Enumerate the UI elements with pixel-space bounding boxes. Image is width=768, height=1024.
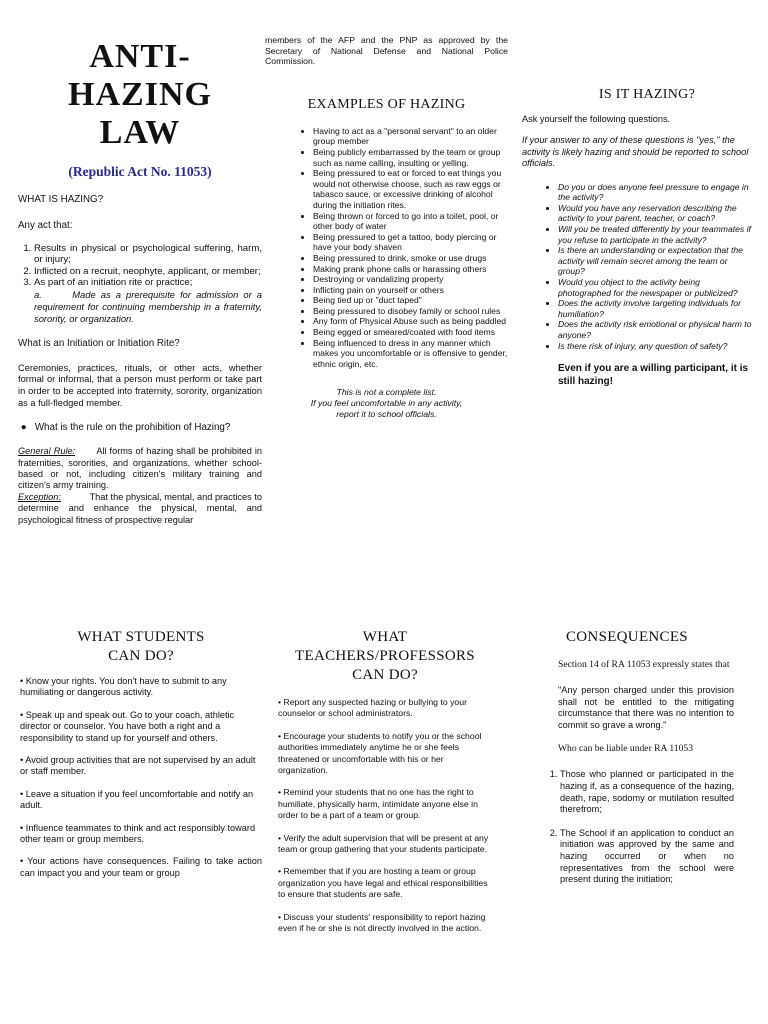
ask-yourself-text: Ask yourself the following questions.	[522, 114, 671, 124]
is-it-hazing-heading: IS IT HAZING?	[598, 87, 696, 102]
list-item: • Speak up and speak out. Go to your coach, athletic director or counselor. You have both a right and a responsibility to stand up for yourself and others.	[20, 709, 235, 743]
list-item: • Inflicting pain on yourself or others	[313, 285, 508, 296]
list-item: • Would you object to the activity being photographed for the newspaper or publicized?	[558, 277, 752, 298]
not-complete-note: This is not a complete list. If you feel uncomfortable in any activity, report it to school officials.	[310, 387, 463, 420]
exception-rule: Exception: That the physical, mental, and practices to determine and enhance the physical, mental, and psychological fitness of prospective regular	[18, 491, 262, 525]
list-item: • Will you be treated differently by your teammates if you refuse to participate in the activity?	[558, 224, 752, 245]
list-item: • Is there an understanding or expectation that the activity will remain secret among the team or group?	[558, 245, 752, 277]
examples-list	[265, 126, 508, 370]
list-item: • Being influenced to dress in any manner which makes you uncomfortable or is offensive to gender, ethnic origin, etc.	[313, 338, 508, 370]
list-item: • Making prank phone calls or harassing others	[313, 264, 508, 275]
students-heading: WHAT STUDENTS CAN DO?	[77, 629, 205, 664]
list-item: 1. Those who planned or participated in the hazing if, as a consequence of the hazing, death, rape, sodomy or mutilation resulted therefrom;	[560, 769, 734, 815]
column-what-is-hazing	[18, 38, 262, 526]
list-item: • Your actions have consequences. Failing to take action can impact you and your team or group	[20, 856, 262, 878]
section-14-quote: "Any person charged under this provision shall not be entitled to the mitigating circumstance that there was no intention to commit so grave a wrong."	[558, 685, 734, 730]
list-item: • Being thrown or forced to go into a toilet, pool, or other body of water	[313, 211, 508, 232]
general-rule: General Rule: All forms of hazing shall be prohibited in fraternities, sororities, and organizations, whether school-based or not, including citizen's military training and citizen's army training.	[18, 446, 262, 491]
hazing-definition-list	[18, 243, 262, 289]
list-item: • Being pressured to get a tattoo, body piercing or have your body shaven	[313, 232, 508, 253]
hazing-intro: If your answer to any of these questions is "yes," the activity is likely hazing and should be reported to school officials.	[522, 135, 749, 169]
list-item: 2. Inflicted on a recruit, neophyte, applicant, or member;	[34, 266, 262, 278]
who-can-be-liable: Who can be liable under RA 11053	[558, 743, 693, 755]
list-item: • Does the activity involve targeting individuals for humiliation?	[558, 298, 752, 319]
list-item: • Having to act as a "personal servant" to an older group member	[313, 126, 508, 147]
any-act-text: Any act that:	[18, 220, 73, 232]
teachers-heading: WHAT TEACHERS/PROFESSORS CAN DO?	[295, 629, 475, 683]
list-item: • Does the activity risk emotional or physical harm to anyone?	[558, 319, 752, 340]
list-item: • Influence teammates to think and act responsibly toward other team or group members.	[20, 822, 256, 845]
list-item: • Is there risk of injury, any question of safety?	[558, 341, 752, 352]
list-item: • Any form of Physical Abuse such as being paddled	[313, 316, 508, 327]
liable-list	[524, 769, 734, 885]
continuation-text: members of the AFP and the PNP as approved by the Secretary of National Defense and National Police Commission.	[265, 35, 508, 67]
list-item: • Know your rights. You don't have to submit to any humiliating or dangerous activity.	[20, 676, 227, 698]
list-item: • Being publicly embarrassed by the team or group such as name calling, insulting or yelling.	[313, 147, 508, 168]
list-item: • Verify the adult supervision that will be present at any team or group gathering that your students participate.	[278, 832, 489, 855]
consequences-heading: CONSEQUENCES	[566, 629, 688, 645]
document-title: ANTI- HAZING LAW	[68, 38, 212, 151]
list-item: 3. As part of an initiation rite or practice;	[34, 277, 262, 289]
column-consequences	[524, 628, 734, 886]
list-item: • Being egged or smeared/coated with food items	[313, 327, 508, 338]
list-item: • Destroying or vandalizing property	[313, 274, 508, 285]
students-list	[20, 676, 262, 879]
list-item: • Leave a situation if you feel uncomfortable and notify an adult.	[20, 788, 254, 811]
list-item: • Being pressured to eat or forced to eat things you would not otherwise choose, such as raw eggs or tabasco sauce, or excessive drinking of alcohol during the initiation rites.	[313, 168, 508, 210]
list-item: 2. The School if an application to conduct an initiation was approved by the same and hazing occurred or when no representatives from the school were present during the initiation;	[560, 828, 734, 886]
column-what-students-can-do	[20, 628, 262, 879]
column-what-teachers-can-do	[278, 628, 492, 935]
willing-participant-note: Even if you are a willing participant, it is still hazing!	[558, 363, 749, 387]
list-item: • Remind your students that no one has the right to humiliate, physically harm, intimidate anyone else in order to be a part of a team or group.	[278, 787, 478, 821]
list-item: • Report any suspected hazing or bullying to your counselor or school administrators.	[278, 697, 467, 719]
list-item: 1. Results in physical or psychological suffering, harm, or injury;	[34, 243, 262, 266]
sub-item-a: a. Made as a prerequisite for admission or a requirement for continuing membership in a fraternity, sorority, or organization.	[34, 288, 262, 324]
teachers-list	[278, 697, 492, 935]
list-item: • Being pressured to disobey family or school rules	[313, 306, 508, 317]
initiation-question: What is an Initiation or Initiation Rite?	[18, 338, 180, 350]
list-item: • Avoid group activities that are not supervised by an adult or staff member.	[20, 755, 256, 777]
list-item: • Discuss your students' responsibility to report hazing even if he or she is not directly involved in the action.	[278, 911, 486, 934]
document-subtitle: (Republic Act No. 11053)	[68, 164, 212, 179]
section-14-text: Section 14 of RA 11053 expressly states that	[558, 659, 730, 670]
list-item: • Do you or does anyone feel pressure to engage in the activity?	[558, 182, 752, 203]
column-examples-of-hazing	[265, 35, 508, 420]
list-item: • Remember that if you are hosting a team or group organization you have legal and ethical responsibilities to ensure that students are safe.	[278, 866, 488, 900]
list-item: • Being pressured to drink, smoke or use drugs	[313, 253, 508, 264]
list-item: • Would you have any reservation describing the activity to your parent, teacher, or coach?	[558, 203, 752, 224]
initiation-definition: Ceremonies, practices, rituals, or other acts, whether formal or informal, that a person must perform or take part in order to be accepted into fraternity, sorority, organization as a full-fledged member.	[18, 362, 262, 409]
list-item: • Being tied up or "duct taped"	[313, 295, 508, 306]
column-is-it-hazing	[522, 85, 752, 388]
what-is-hazing-heading: WHAT IS HAZING?	[18, 194, 104, 205]
examples-heading: EXAMPLES OF HAZING	[307, 96, 466, 112]
list-item: • Encourage your students to notify you or the school authorities immediately anytime he or she feels threatened or uncomfortable with his or her organization.	[278, 730, 482, 776]
hazing-questions	[522, 182, 752, 352]
rule-question: ● What is the rule on the prohibition of Hazing?	[18, 421, 231, 433]
